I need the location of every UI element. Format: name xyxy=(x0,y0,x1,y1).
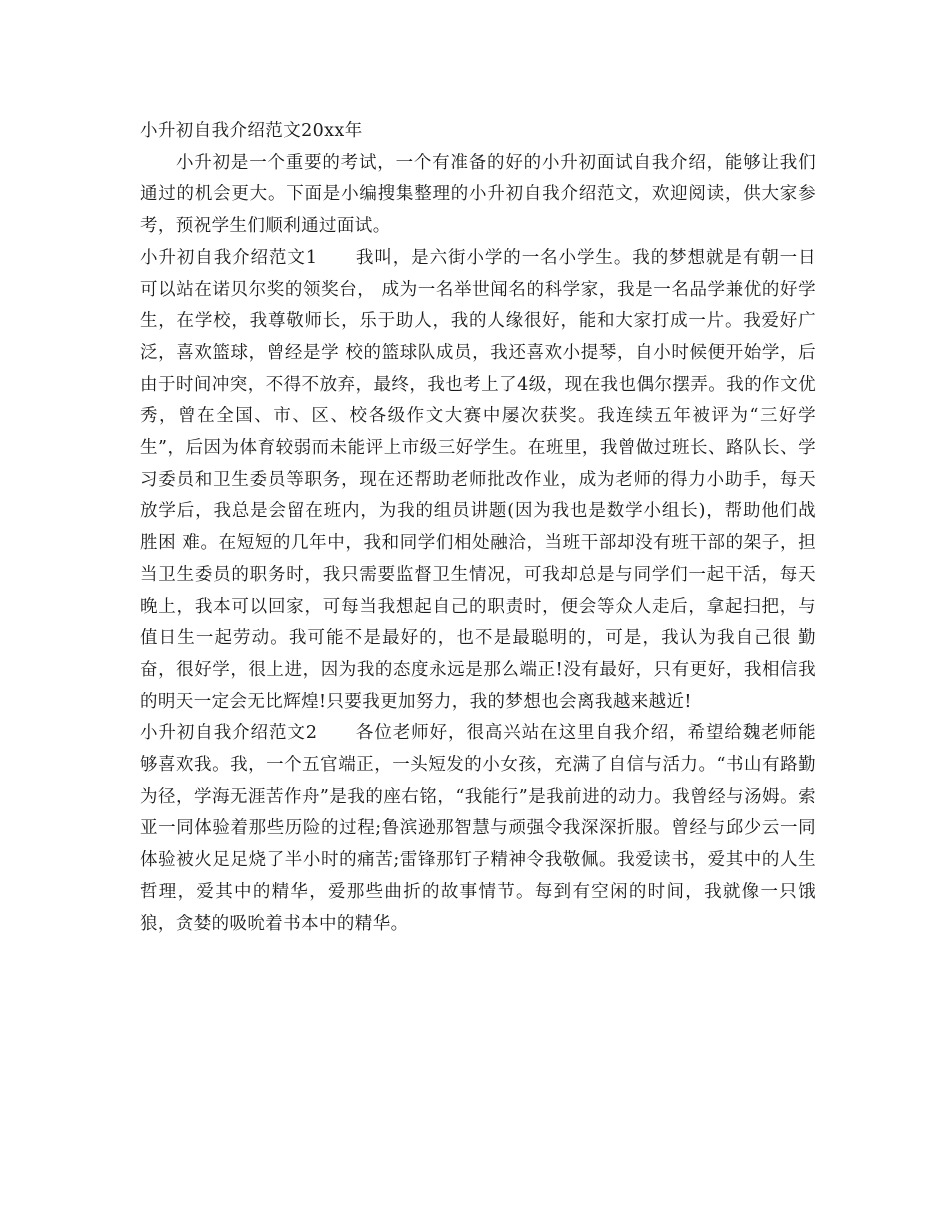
intro-paragraph: 小升初是一个重要的考试，一个有准备的好的小升初面试自我介绍，能够让我们通过的机会更大。下面是小编搜集整理的小升初自我介绍范文，欢迎阅读，供大家参考，预祝学生们顺利通过面试。 xyxy=(140,152,816,237)
document-body xyxy=(140,116,816,940)
section-1-heading: 小升初自我介绍范文1 xyxy=(140,247,318,268)
document-title: 小升初自我介绍范文20xx年 xyxy=(140,121,363,141)
section-1-body: 我叫，是六街小学的一名小学生。我的梦想就是有朝一日可以站在诺贝尔奖的领奖台， 成为一名举世闻名的科学家，我是一名品学兼优的好学生，在学校，我尊敬师长，乐于助人，我的人缘很好，能和大家打成一片。我爱好广泛，喜欢篮球，曾经是学 校的篮球队成员，我还喜欢小提琴，自小时候便开始学，后由于时间冲突，不得不放弃，最终，我也考上了4级，现在我也偶尔摆弄。我的作文优秀，曾在全国、市、区、校各级作文大赛中屡次获奖。我连续五年被评为“三好学生”，后因为体育较弱而未能评上市级三好学生。在班里，我曾做过班长、路队长、学习委员和卫生委员等职务，现在还帮助老师批改作业，成为老师的得力小助手，每天放学后，我总是会留在班内，为我的组员讲题(因为我也是数学小组长)，帮助他们战胜困 难。在短短的几年中，我和同学们相处融洽，当班干部却没有班干部的架子，担当卫生委员的职务时，我只需要监督卫生情况，可我却总是与同学们一起干活，每天 晚上，我本可以回家，可每当我想起自己的职责时，便会等众人走后，拿起扫把，与值日生一起劳动。我可能不是最好的，也不是最聪明的，可是，我认为我自己很 勤奋，很好学，很上进，因为我的态度永远是那么端正!没有最好，只有更好，我相信我的明天一定会无比辉煌!只要我更加努力，我的梦想也会离我越来越近! xyxy=(140,247,817,712)
section-2 xyxy=(140,718,816,940)
section-1 xyxy=(140,243,816,719)
section-2-body: 各位老师好，很高兴站在这里自我介绍，希望给魏老师能够喜欢我。我，一个五官端正，一头短发的小女孩，充满了自信与活力。“书山有路勤为径，学海无涯苦作舟”是我的座右铭，“我能行”是我前进的动力。我曾经与汤姆。索亚一同体验着那些历险的过程;鲁滨逊那智慧与顽强令我深深折服。曾经与邱少云一同体验被火足足烧了半小时的痛苦;雷锋那钉子精神令我敬佩。我爱读书，爱其中的人生哲理，爱其中的精华，爱那些曲折的故事情节。每到有空闲的时间，我就像一只饿狼，贪婪的吸吮着书本中的精华。 xyxy=(140,723,817,934)
section-2-heading: 小升初自我介绍范文2 xyxy=(140,723,318,744)
